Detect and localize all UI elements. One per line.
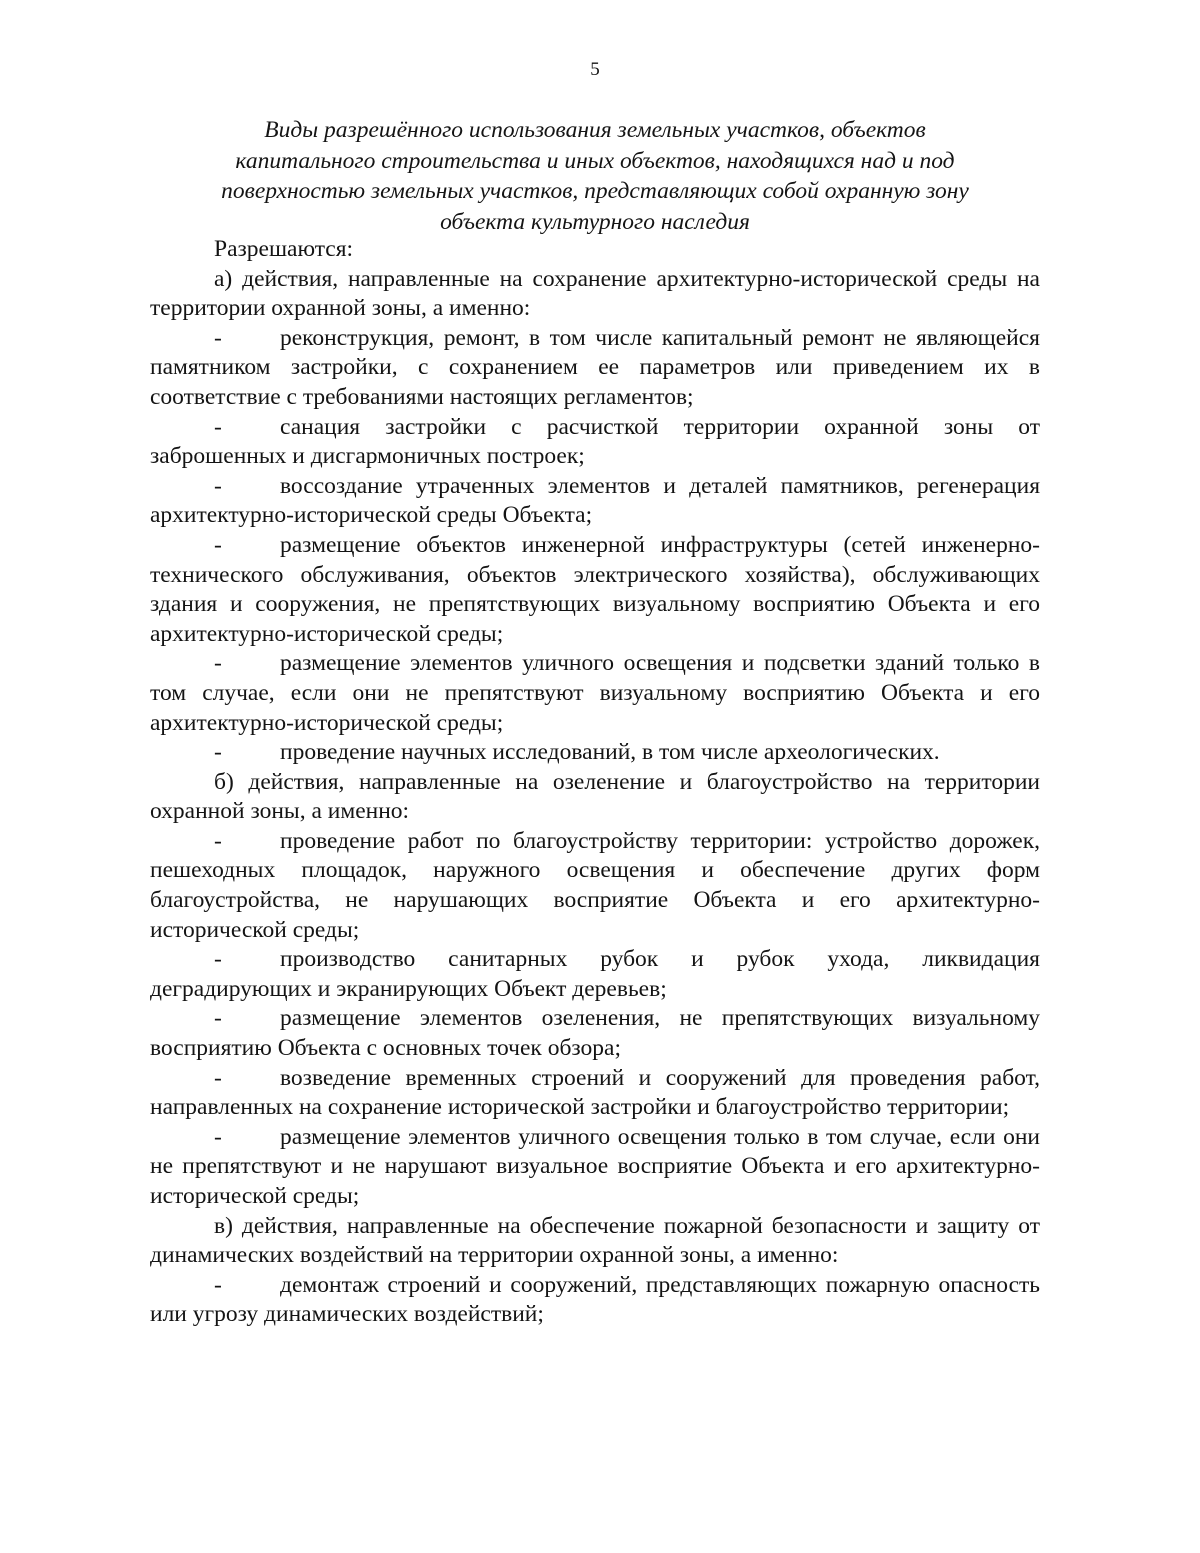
list-item-text: реконструкция, ремонт, в том числе капитальный ремонт не являющейся памятником застройки, с сохранением ее параметров или приведением их в соответствие с требованиями настоящих регламентов; — [150, 324, 1040, 410]
list-item-text: размещение объектов инженерной инфраструктуры (сетей инженерно- технического обслуживания, объектов электрического хозяйства), обслуживающих здания и сооружения, не препятствующих визуальному восприятию Объекта и его архитектурно-исторической среды; — [150, 531, 1040, 647]
list-item-text: размещение элементов озеленения, не препятствующих визуальному восприятию Объекта с основных точек обзора; — [150, 1005, 1040, 1062]
list-item — [150, 827, 1040, 945]
list-item-text: размещение элементов уличного освещения только в том случае, если они не препятствуют и не нарушают визуальное восприятие Объекта и его архитектурно-исторической среды; — [150, 1123, 1040, 1209]
list-item — [150, 1123, 1040, 1212]
bullet-dash: - — [214, 324, 222, 351]
list-item — [150, 1271, 1040, 1330]
list-item — [150, 649, 1040, 738]
bullet-dash: - — [214, 739, 222, 766]
bullet-dash: - — [214, 1271, 222, 1298]
list-item-text: проведение работ по благоустройству территории: устройство дорожек, пешеходных площадок, наружного освещения и обеспечение других форм благоустройства, не нарушающих восприятие Объекта и его архитектурно-исторической среды; — [150, 827, 1040, 943]
document-title — [150, 115, 1040, 237]
page-number: 5 — [590, 59, 600, 80]
list-item-text: санация застройки с расчисткой территории охранной зоны от заброшенных и дисгармоничных построек; — [150, 413, 1040, 470]
bullet-dash: - — [214, 1005, 222, 1032]
section-c-heading: в) действия, направленные на обеспечение пожарной безопасности и защиту от динамических воздействий на территории охранной зоны, а именно: — [150, 1212, 1040, 1269]
list-item — [150, 324, 1040, 413]
bullet-dash: - — [214, 650, 222, 677]
title-line: Виды разрешённого использования земельных участков, объектов — [264, 117, 926, 143]
list-item — [150, 413, 1040, 472]
bullet-dash: - — [214, 1123, 222, 1150]
list-item — [150, 1004, 1040, 1063]
list-item — [150, 738, 1040, 768]
document-body — [150, 235, 1040, 1330]
list-item — [150, 531, 1040, 649]
bullet-dash: - — [214, 827, 222, 854]
list-item-text: воссоздание утраченных элементов и деталей памятников, регенерация архитектурно-исторической среды Объекта; — [150, 472, 1040, 529]
bullet-dash: - — [214, 413, 222, 440]
list-item-text: размещение элементов уличного освещения и подсветки зданий только в том случае, если они не препятствуют визуальному восприятию Объекта и его архитектурно-исторической среды; — [150, 650, 1040, 736]
title-line: капитального строительства и иных объектов, находящихся над и под — [235, 147, 955, 174]
intro-paragraph: Разрешаются: — [214, 236, 354, 262]
bullet-dash: - — [214, 531, 222, 558]
list-item-text: демонтаж строений и сооружений, представляющих пожарную опасность или угрозу динамических воздействий; — [150, 1271, 1040, 1328]
list-item — [150, 472, 1040, 531]
list-item-text: возведение временных строений и сооружений для проведения работ, направленных на сохранение исторической застройки и благоустройство территории; — [150, 1064, 1040, 1121]
list-item-text: проведение научных исследований, в том числе археологических. — [280, 739, 940, 766]
section-a-heading: а) действия, направленные на сохранение архитектурно-исторической среды на территории охранной зоны, а именно: — [150, 265, 1040, 322]
bullet-dash: - — [214, 472, 222, 499]
title-line: объекта культурного наследия — [440, 208, 750, 235]
bullet-dash: - — [214, 946, 222, 973]
title-line: поверхностью земельных участков, представляющих собой охранную зону — [221, 178, 969, 204]
section-b-heading: б) действия, направленные на озеленение и благоустройство на территории охранной зоны, а именно: — [150, 768, 1040, 825]
list-item — [150, 945, 1040, 1004]
list-item — [150, 1064, 1040, 1123]
list-item-text: производство санитарных рубок и рубок ухода, ликвидация деградирующих и экранирующих Объект деревьев; — [150, 946, 1040, 1002]
bullet-dash: - — [214, 1064, 222, 1091]
